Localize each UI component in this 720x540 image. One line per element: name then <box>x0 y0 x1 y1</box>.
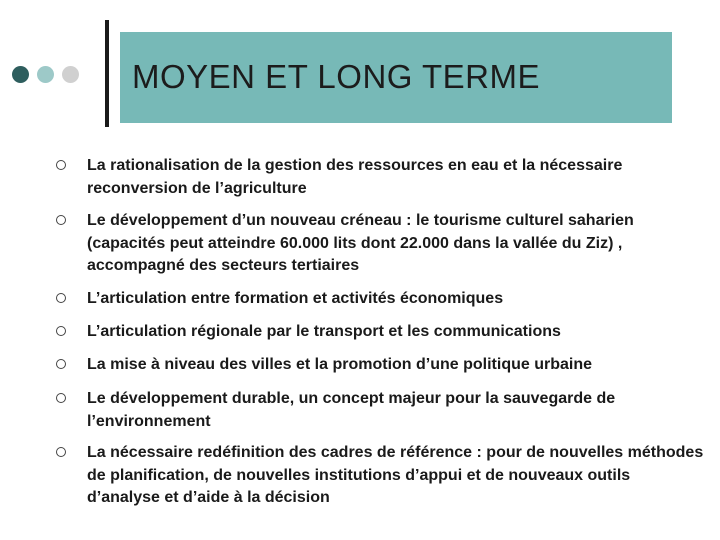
hollow-circle-bullet-icon <box>56 447 66 457</box>
title-divider <box>105 20 109 127</box>
dot-dark-icon <box>12 66 29 83</box>
bullet-item <box>56 354 706 377</box>
hollow-circle-bullet-icon <box>56 160 66 170</box>
hollow-circle-bullet-icon <box>56 393 66 403</box>
bullet-text: La mise à niveau des villes et la promotion d’une politique urbaine <box>87 356 592 373</box>
hollow-circle-bullet-icon <box>56 293 66 303</box>
hollow-circle-bullet-icon <box>56 359 66 369</box>
bullet-item <box>56 321 706 344</box>
bullet-text: La nécessaire redéfinition des cadres de référence : pour de nouvelles méthodes de planification, de nouvelles institutions d’appui et de nouveaux outils d’analyse et d’aide à la décision <box>87 444 704 506</box>
title-band <box>120 32 672 123</box>
bullet-text: L’articulation régionale par le transport et les communications <box>87 323 561 340</box>
bullet-text: Le développement durable, un concept majeur pour la sauvegarde de l’environnement <box>87 390 616 430</box>
slide-title: MOYEN ET LONG TERME <box>132 58 541 95</box>
bullet-item <box>56 442 706 510</box>
bullet-item <box>56 288 706 311</box>
hollow-circle-bullet-icon <box>56 326 66 336</box>
bullet-item <box>56 155 706 200</box>
hollow-circle-bullet-icon <box>56 215 66 225</box>
decorative-dots <box>12 66 79 83</box>
bullet-text: La rationalisation de la gestion des ressources en eau et la nécessaire reconversion de l’agriculture <box>87 157 623 197</box>
bullet-text: Le développement d’un nouveau créneau : le tourisme culturel saharien (capacités peut atteindre 60.000 lits dont 22.000 dans la vallée du Ziz) , accompagné des secteurs tertiaires <box>87 212 634 274</box>
bullet-text: L’articulation entre formation et activités économiques <box>87 290 504 307</box>
bullet-item <box>56 210 706 278</box>
dot-grey-icon <box>62 66 79 83</box>
dot-teal-icon <box>37 66 54 83</box>
bullet-item <box>56 388 706 433</box>
